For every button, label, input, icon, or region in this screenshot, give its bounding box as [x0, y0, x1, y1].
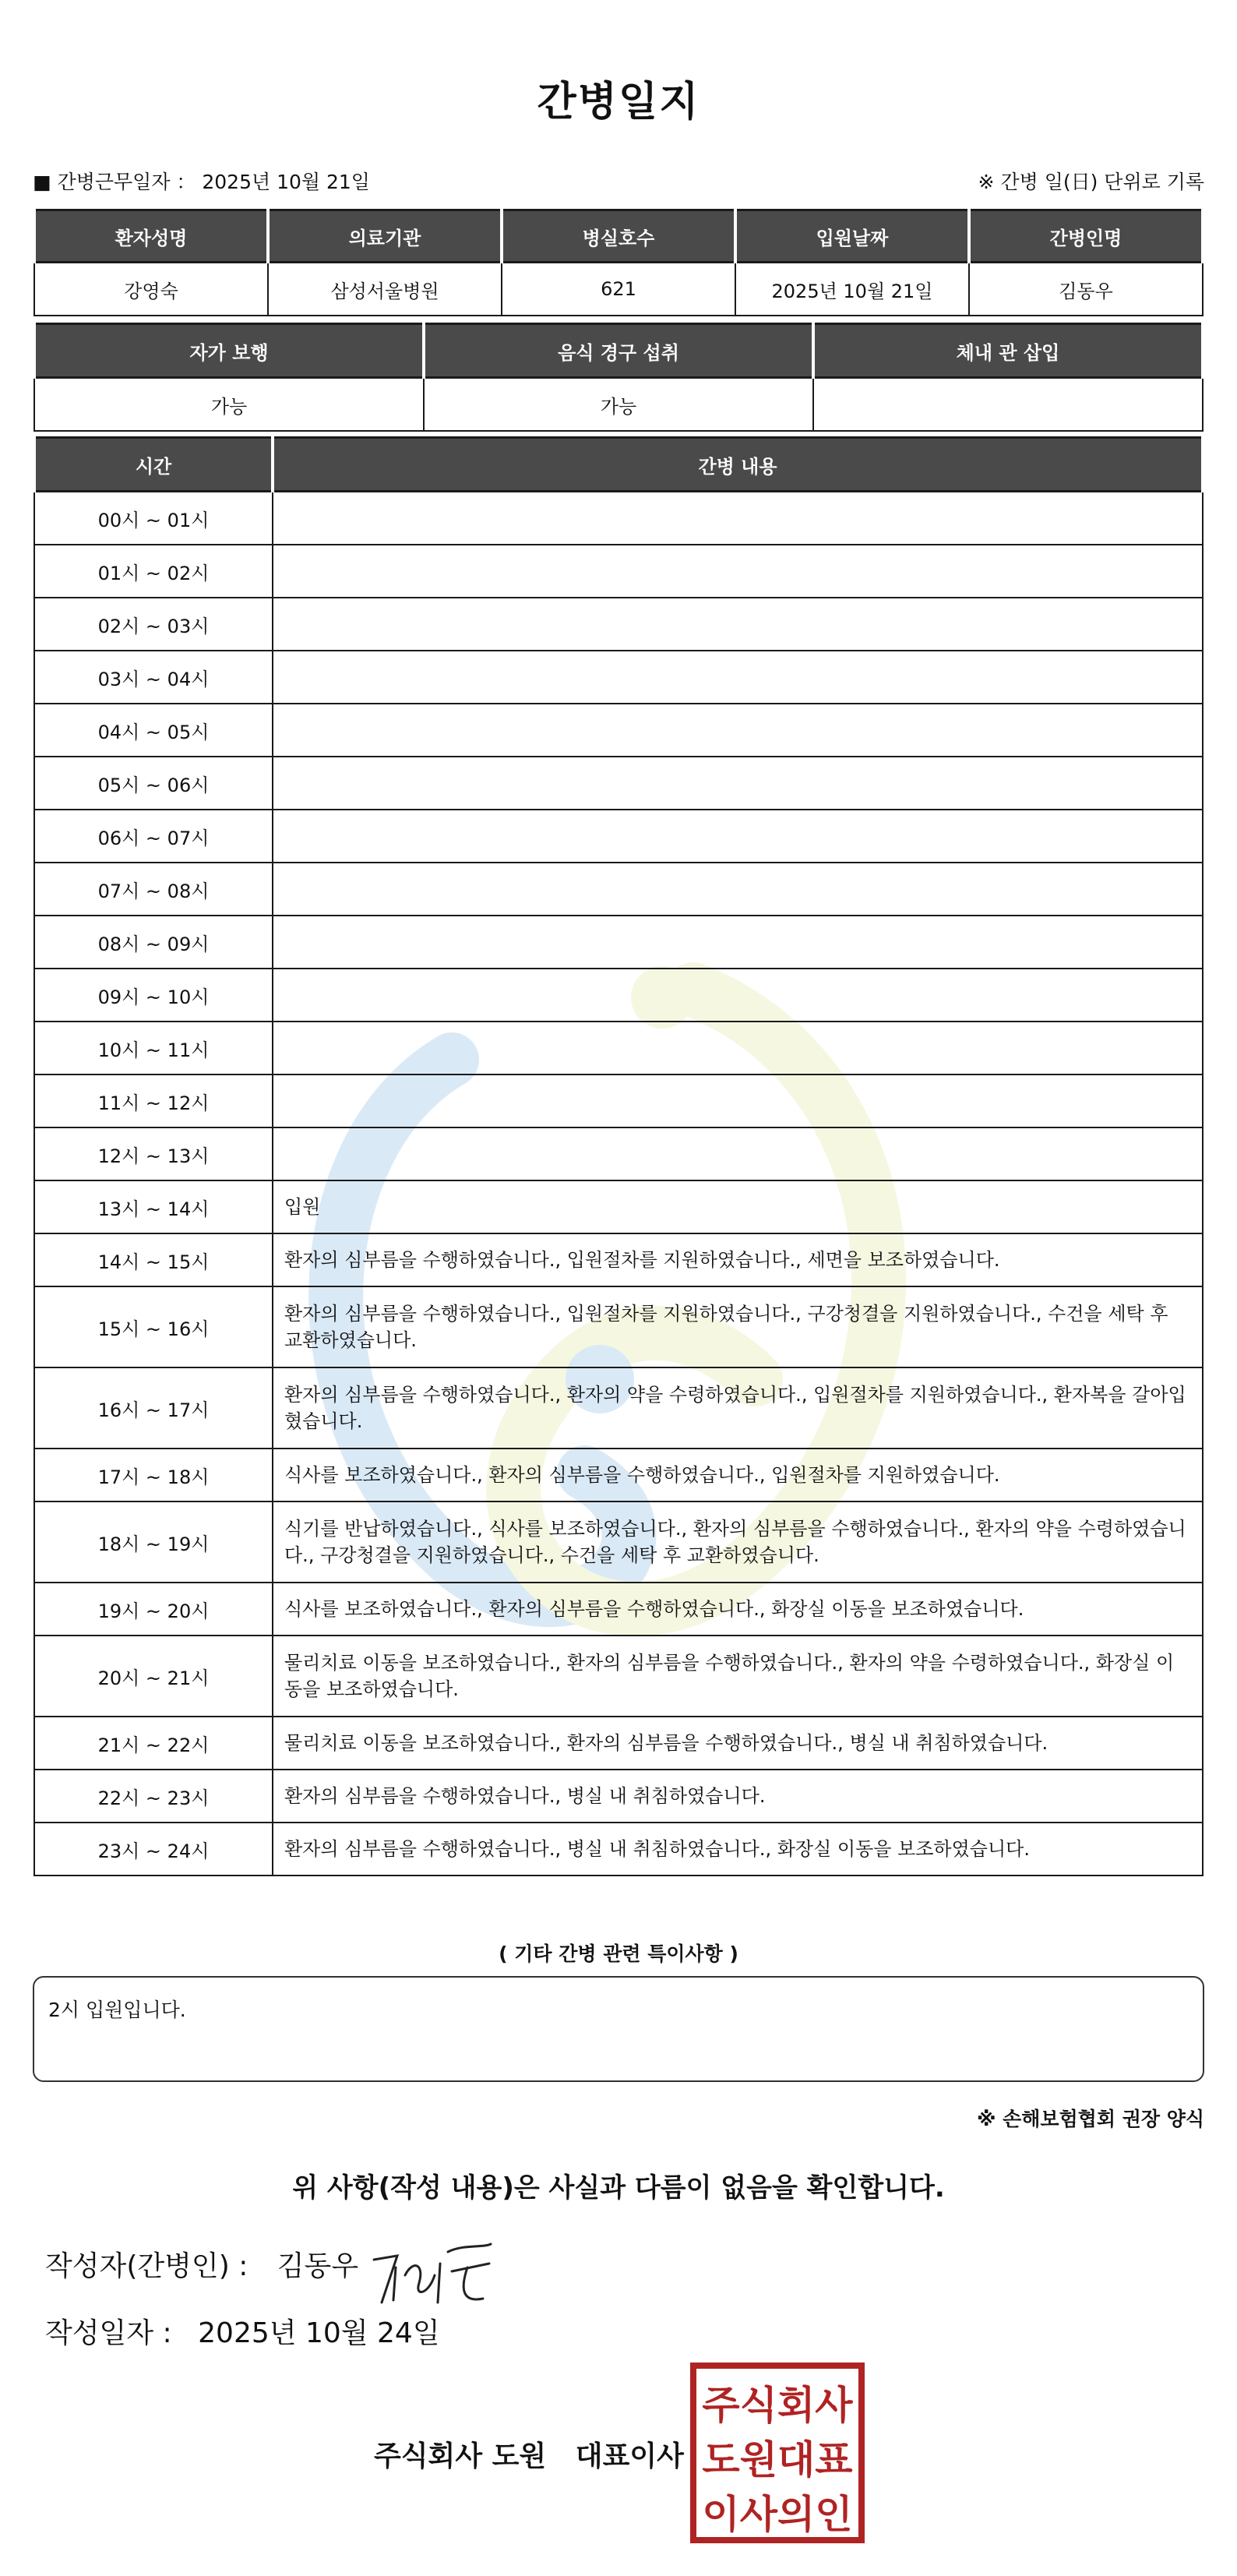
- table-row: [34, 1823, 1203, 1876]
- status-table: [33, 323, 1204, 432]
- time-cell: 05시 ~ 06시: [34, 757, 273, 810]
- note-cell: [273, 916, 1203, 969]
- time-cell: 07시 ~ 08시: [34, 863, 273, 916]
- time-cell: 02시 ~ 03시: [34, 598, 273, 651]
- note-cell: 환자의 심부름을 수행하였습니다., 병실 내 취침하였습니다., 화장실 이동을 보조하였습니다.: [273, 1823, 1203, 1876]
- table-row: [34, 651, 1203, 704]
- patient-header-row: [34, 210, 1203, 263]
- table-row: [34, 916, 1203, 969]
- table-row: [34, 1180, 1203, 1233]
- table-row: [34, 863, 1203, 916]
- table-row: [34, 545, 1203, 598]
- table-row: [34, 1286, 1203, 1367]
- time-cell: 00시 ~ 01시: [34, 492, 273, 545]
- header-admission-date: 입원날짜: [735, 210, 969, 263]
- note-cell: 식기를 반납하였습니다., 식사를 보조하였습니다., 환자의 심부름을 수행하였습니다., 환자의 약을 수령하였습니다., 구강청결을 지원하였습니다., 수건을 세탁 후 교환하였습니다.: [273, 1501, 1203, 1583]
- table-row: [34, 1367, 1203, 1449]
- tube-value: [813, 378, 1203, 432]
- note-cell: [273, 545, 1203, 598]
- patient-value-row: [34, 263, 1203, 316]
- table-row: [34, 810, 1203, 863]
- info-line: [33, 167, 1204, 195]
- page-title: 간병일지: [537, 79, 700, 125]
- association-note: ※ 손해보험협회 권장 양식: [977, 2108, 1204, 2130]
- table-row: [34, 1501, 1203, 1583]
- time-cell: 06시 ~ 07시: [34, 810, 273, 863]
- note-cell: [273, 492, 1203, 545]
- time-cell: 04시 ~ 05시: [34, 704, 273, 757]
- time-cell: 10시 ~ 11시: [34, 1022, 273, 1075]
- table-row: [34, 1075, 1203, 1127]
- time-cell: 16시 ~ 17시: [34, 1367, 273, 1449]
- hospital-name: 삼성서울병원: [268, 263, 502, 316]
- note-cell: 식사를 보조하였습니다., 환자의 심부름을 수행하였습니다., 입원절차를 지원하였습니다.: [273, 1449, 1203, 1501]
- table-row: [34, 1022, 1203, 1075]
- special-notes-text: 2시 입원입니다.: [48, 1999, 186, 2021]
- written-date-label: 작성일자 :: [45, 2317, 172, 2349]
- header-hospital: 의료기관: [268, 210, 502, 263]
- log-header-row: [34, 438, 1203, 492]
- seal-line-1: 주식회사: [702, 2383, 853, 2428]
- time-cell: 13시 ~ 14시: [34, 1180, 273, 1233]
- note-cell: [273, 969, 1203, 1022]
- special-notes-box: [33, 1976, 1204, 2082]
- header-care-content: 간병 내용: [273, 438, 1203, 492]
- handwritten-signature: [366, 2228, 499, 2314]
- writer-line: [45, 2244, 358, 2284]
- caregiver-name: 김동우: [969, 263, 1203, 316]
- note-cell: [273, 1022, 1203, 1075]
- note-cell: [273, 598, 1203, 651]
- time-cell: 18시 ~ 19시: [34, 1501, 273, 1583]
- table-row: [34, 757, 1203, 810]
- note-cell: [273, 1127, 1203, 1180]
- note-cell: [273, 651, 1203, 704]
- note-cell: 환자의 심부름을 수행하였습니다., 입원절차를 지원하였습니다., 세면을 보조하였습니다.: [273, 1233, 1203, 1286]
- table-row: [34, 1449, 1203, 1501]
- confirmation-statement: 위 사항(작성 내용)은 사실과 다름이 없음을 확인합니다.: [292, 2172, 945, 2204]
- time-cell: 12시 ~ 13시: [34, 1127, 273, 1180]
- time-cell: 09시 ~ 10시: [34, 969, 273, 1022]
- writer-label: 작성자(간병인) :: [45, 2250, 248, 2282]
- status-value-row: [34, 378, 1203, 432]
- special-notes-title: ( 기타 간병 관련 특이사항 ): [499, 1943, 738, 1965]
- note-cell: [273, 1075, 1203, 1127]
- header-caregiver: 간병인명: [969, 210, 1203, 263]
- header-oral-intake: 음식 경구 섭취: [424, 324, 813, 378]
- table-row: [34, 704, 1203, 757]
- time-cell: 19시 ~ 20시: [34, 1583, 273, 1636]
- table-row: [34, 1636, 1203, 1717]
- work-date: ■ 간병근무일자 ： 2025년 10월 21일: [33, 171, 370, 193]
- time-cell: 08시 ~ 09시: [34, 916, 273, 969]
- time-cell: 21시 ~ 22시: [34, 1717, 273, 1770]
- written-date-value: 2025년 10월 24일: [198, 2317, 440, 2349]
- seal-line-2: 도원대표: [702, 2437, 853, 2482]
- time-cell: 23시 ~ 24시: [34, 1823, 273, 1876]
- table-row: [34, 1233, 1203, 1286]
- oral-intake-value: 가능: [424, 378, 813, 432]
- company-name: 주식회사 도원 대표이사: [374, 2440, 684, 2472]
- status-header-row: [34, 324, 1203, 378]
- note-cell: [273, 863, 1203, 916]
- header-walking: 자가 보행: [34, 324, 424, 378]
- header-room: 병실호수: [502, 210, 735, 263]
- seal-line-3: 이사의인: [702, 2492, 853, 2537]
- table-row: [34, 969, 1203, 1022]
- table-row: [34, 598, 1203, 651]
- writer-name: 김동우: [277, 2250, 359, 2282]
- time-cell: 17시 ~ 18시: [34, 1449, 273, 1501]
- note-cell: 환자의 심부름을 수행하였습니다., 입원절차를 지원하였습니다., 구강청결을 지원하였습니다., 수건을 세탁 후 교환하였습니다.: [273, 1286, 1203, 1367]
- time-cell: 22시 ~ 23시: [34, 1770, 273, 1823]
- table-row: [34, 1717, 1203, 1770]
- company-seal: [690, 2363, 865, 2543]
- time-cell: 15시 ~ 16시: [34, 1286, 273, 1367]
- header-time: 시간: [34, 438, 273, 492]
- time-cell: 01시 ~ 02시: [34, 545, 273, 598]
- time-cell: 11시 ~ 12시: [34, 1075, 273, 1127]
- room-number: 621: [502, 263, 735, 316]
- note-cell: [273, 810, 1203, 863]
- patient-name: 강영숙: [34, 263, 268, 316]
- note-cell: 환자의 심부름을 수행하였습니다., 환자의 약을 수령하였습니다., 입원절차를 지원하였습니다., 환자복을 갈아입혔습니다.: [273, 1367, 1203, 1449]
- time-cell: 20시 ~ 21시: [34, 1636, 273, 1717]
- written-date-line: [45, 2311, 440, 2351]
- table-row: [34, 1583, 1203, 1636]
- unit-note: ※ 간병 일(日) 단위로 기록: [978, 171, 1204, 193]
- note-cell: 환자의 심부름을 수행하였습니다., 병실 내 취침하였습니다.: [273, 1770, 1203, 1823]
- table-row: [34, 1770, 1203, 1823]
- note-cell: [273, 757, 1203, 810]
- care-log-table: [33, 436, 1204, 1876]
- table-row: [34, 1127, 1203, 1180]
- note-cell: 식사를 보조하였습니다., 환자의 심부름을 수행하였습니다., 화장실 이동을 보조하였습니다.: [273, 1583, 1203, 1636]
- patient-table: [33, 209, 1204, 316]
- time-cell: 14시 ~ 15시: [34, 1233, 273, 1286]
- admission-date: 2025년 10월 21일: [735, 263, 969, 316]
- note-cell: 물리치료 이동을 보조하였습니다., 환자의 심부름을 수행하였습니다., 병실 내 취침하였습니다.: [273, 1717, 1203, 1770]
- time-cell: 03시 ~ 04시: [34, 651, 273, 704]
- note-cell: [273, 704, 1203, 757]
- walking-value: 가능: [34, 378, 424, 432]
- header-tube: 체내 관 삽입: [813, 324, 1203, 378]
- table-row: [34, 492, 1203, 545]
- header-patient-name: 환자성명: [34, 210, 268, 263]
- note-cell: 물리치료 이동을 보조하였습니다., 환자의 심부름을 수행하였습니다., 환자의 약을 수령하였습니다., 화장실 이동을 보조하였습니다.: [273, 1636, 1203, 1717]
- note-cell: 입원: [273, 1180, 1203, 1233]
